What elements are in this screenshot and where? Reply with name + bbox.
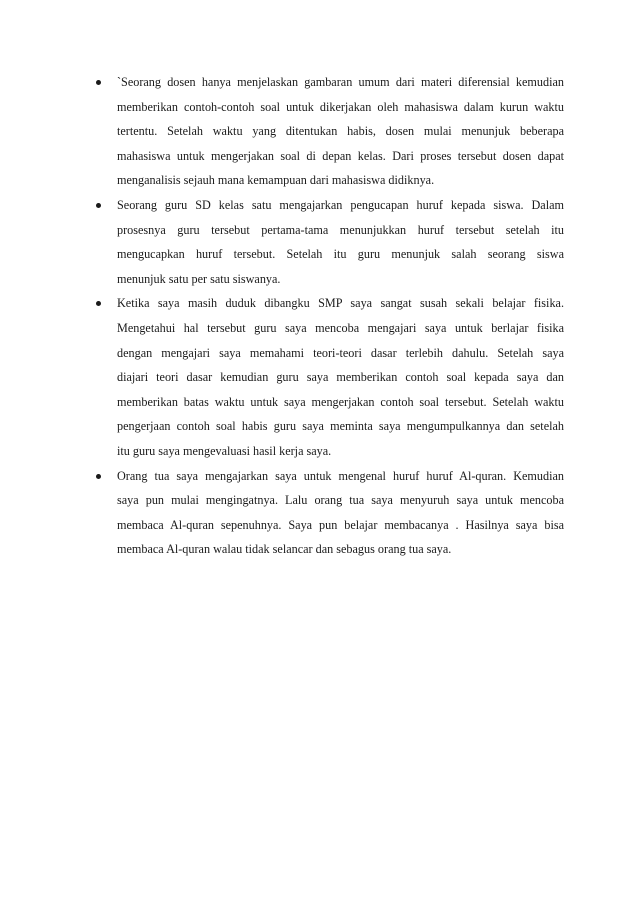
- text-line: saya pun mulai mengingatnya. Lalu orang tua saya menyuruh saya untuk mencoba: [117, 493, 564, 508]
- text-line: mahasiswa untuk mengerjakan soal di depan kelas. Dari proses tersebut dosen dapat: [117, 148, 564, 163]
- bullet-item-2: [88, 193, 578, 291]
- text-line: memberikan contoh-contoh soal untuk dikerjakan oleh mahasiswa dalam kurun waktu: [117, 99, 564, 114]
- bullet-icon: [96, 474, 101, 479]
- bullet-icon: [96, 301, 101, 306]
- text-line: Seorang guru SD kelas satu mengajarkan pengucapan huruf kepada siswa. Dalam: [117, 197, 564, 212]
- text-line: Orang tua saya mengajarkan saya untuk mengenal huruf huruf Al-quran. Kemudian: [117, 468, 564, 483]
- bullet-icon: [96, 80, 101, 85]
- text-line: `Seorang dosen hanya menjelaskan gambaran umum dari materi diferensial kemudian: [117, 75, 564, 89]
- text-line: diajari teori dasar kemudian guru saya memberikan contoh soal kepada saya dan: [117, 370, 564, 385]
- text-line: membaca Al-quran sepenuhnya. Saya pun belajar membacanya . Hasilnya saya bisa: [117, 517, 564, 532]
- text-line: menganalisis sejauh mana kemampuan dari mahasiswa didiknya.: [117, 173, 435, 188]
- bullet-icon: [96, 203, 101, 208]
- bullet-item-3: [88, 291, 578, 463]
- bullet-item-1: [88, 70, 578, 193]
- text-line: dengan mengajari saya memahami teori-teori dasar terlebih dahulu. Setelah saya: [117, 345, 564, 360]
- text-line: memberikan batas waktu untuk saya mengerjakan contoh soal tersebut. Setelah waktu: [117, 394, 564, 409]
- text-line: Ketika saya masih duduk dibangku SMP saya sangat susah sekali belajar fisika.: [117, 296, 564, 311]
- text-line: mengucapkan huruf tersebut. Setelah itu guru menunjuk salah seorang siswa: [117, 247, 564, 262]
- text-line: Mengetahui hal tersebut guru saya mencoba mengajari saya untuk berlajar fisika: [117, 320, 564, 335]
- bullet-item-4: [88, 464, 578, 562]
- text-line: tertentu. Setelah waktu yang ditentukan habis, dosen mulai menunjuk beberapa: [117, 124, 564, 139]
- text-line: menunjuk satu per satu siswanya.: [117, 271, 281, 286]
- text-line: membaca Al-quran walau tidak selancar dan sebagus orang tua saya.: [117, 542, 452, 557]
- text-line: prosesnya guru tersebut pertama-tama menunjukkan huruf tersebut setelah itu: [117, 222, 564, 237]
- text-line: itu guru saya mengevaluasi hasil kerja saya.: [117, 443, 332, 458]
- bullet-list: [88, 70, 578, 562]
- text-line: pengerjaan contoh soal habis guru saya meminta saya mengumpulkannya dan setelah: [117, 419, 564, 434]
